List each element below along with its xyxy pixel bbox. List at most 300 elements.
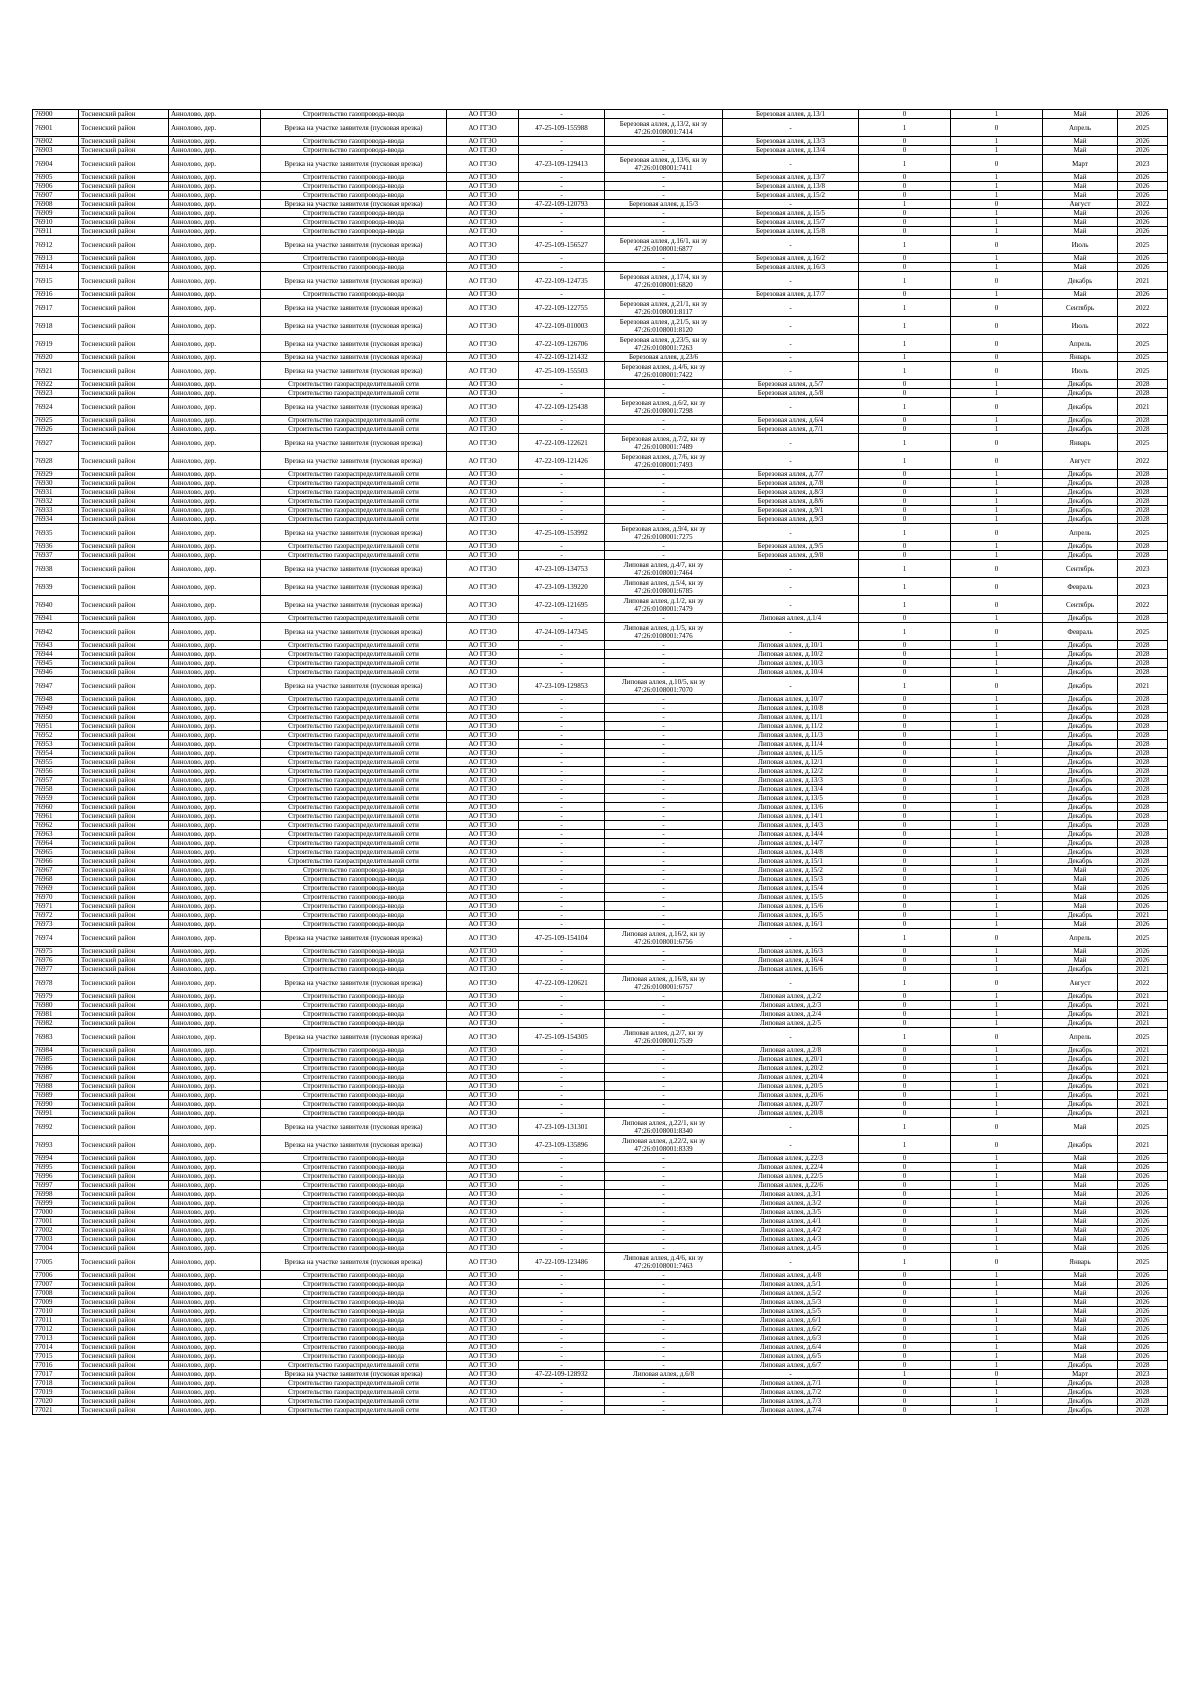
table-row (33, 1190, 1168, 1199)
cell-settlement: Аннолово, дер. (169, 434, 261, 452)
cell-settlement: Аннолово, дер. (169, 470, 261, 479)
cell-work-type: Строительство газопровода-ввода (261, 191, 447, 200)
cell-fact-value: 0 (951, 1136, 1043, 1154)
cell-plan-value: 0 (859, 659, 951, 668)
cell-plan-value: 0 (859, 380, 951, 389)
cell-plan-value: 1 (859, 1136, 951, 1154)
cell-fact-value: 1 (951, 785, 1043, 794)
cell-settlement: Аннолово, дер. (169, 1154, 261, 1163)
cell-address: Липовая аллея, д.10/8 (723, 704, 859, 713)
cell-address-with-cadastral: - (605, 389, 723, 398)
cell-address: Липовая аллея, д.6/5 (723, 1352, 859, 1361)
cell-organization: АО ГГЗО (447, 1154, 519, 1163)
cell-organization: АО ГГЗО (447, 551, 519, 560)
cell-organization: АО ГГЗО (447, 1343, 519, 1352)
cell-organization: АО ГГЗО (447, 1244, 519, 1253)
cell-work-type: Строительство газораспределительной сети (261, 767, 447, 776)
cell-address: Липовая аллея, д.10/2 (723, 650, 859, 659)
table-row (33, 992, 1168, 1001)
table-row (33, 191, 1168, 200)
cell-contract-number: - (519, 1271, 605, 1280)
cell-contract-number: - (519, 857, 605, 866)
cell-district: Тосненский район (79, 911, 169, 920)
cell-row-number: 76946 (33, 668, 79, 677)
cell-contract-number: - (519, 776, 605, 785)
cell-year: 2022 (1118, 452, 1168, 470)
cell-contract-number: - (519, 749, 605, 758)
cell-work-type: Строительство газопровода-ввода (261, 1244, 447, 1253)
cell-settlement: Аннолово, дер. (169, 299, 261, 317)
cell-fact-value: 0 (951, 623, 1043, 641)
cell-row-number: 77005 (33, 1253, 79, 1271)
table-row (33, 731, 1168, 740)
cell-fact-value: 1 (951, 1091, 1043, 1100)
cell-organization: АО ГГЗО (447, 893, 519, 902)
cell-row-number: 76983 (33, 1028, 79, 1046)
cell-district: Тосненский район (79, 1298, 169, 1307)
cell-address-with-cadastral: - (605, 794, 723, 803)
cell-fact-value: 1 (951, 839, 1043, 848)
cell-organization: АО ГГЗО (447, 1226, 519, 1235)
cell-settlement: Аннолово, дер. (169, 488, 261, 497)
cell-month: Май (1043, 875, 1118, 884)
cell-settlement: Аннолово, дер. (169, 542, 261, 551)
cell-district: Тосненский район (79, 236, 169, 254)
cell-row-number: 77008 (33, 1289, 79, 1298)
cell-row-number: 77010 (33, 1307, 79, 1316)
cell-month: Май (1043, 1172, 1118, 1181)
cell-contract-number: - (519, 830, 605, 839)
cell-organization: АО ГГЗО (447, 1289, 519, 1298)
cell-district: Тосненский район (79, 1001, 169, 1010)
table-row (33, 596, 1168, 614)
cell-address-with-cadastral: - (605, 1307, 723, 1316)
cell-organization: АО ГГЗО (447, 1118, 519, 1136)
cell-settlement: Аннолово, дер. (169, 317, 261, 335)
cell-contract-number: - (519, 1055, 605, 1064)
cell-month: Декабрь (1043, 398, 1118, 416)
cell-contract-number: 47-22-109-128932 (519, 1370, 605, 1379)
cell-settlement: Аннолово, дер. (169, 929, 261, 947)
cell-row-number: 76986 (33, 1064, 79, 1073)
cell-year: 2028 (1118, 758, 1168, 767)
cell-organization: АО ГГЗО (447, 1253, 519, 1271)
cell-address: Липовая аллея, д.1/4 (723, 614, 859, 623)
cell-fact-value: 1 (951, 497, 1043, 506)
cell-work-type: Строительство газопровода-ввода (261, 893, 447, 902)
cell-contract-number: - (519, 866, 605, 875)
cell-work-type: Строительство газопровода-ввода (261, 209, 447, 218)
cell-month: Декабрь (1043, 659, 1118, 668)
cell-work-type: Врезка на участке заявителя (пусковая врезка) (261, 353, 447, 362)
cell-address: Липовая аллея, д.3/1 (723, 1190, 859, 1199)
cell-work-type: Строительство газопровода-ввода (261, 1316, 447, 1325)
cell-settlement: Аннолово, дер. (169, 362, 261, 380)
cell-address-with-cadastral: - (605, 1316, 723, 1325)
cell-year: 2026 (1118, 110, 1168, 119)
cell-month: Декабрь (1043, 785, 1118, 794)
cell-year: 2028 (1118, 1361, 1168, 1370)
cell-plan-value: 0 (859, 893, 951, 902)
cell-work-type: Врезка на участке заявителя (пусковая врезка) (261, 452, 447, 470)
table-row (33, 551, 1168, 560)
cell-year: 2028 (1118, 848, 1168, 857)
cell-month: Февраль (1043, 578, 1118, 596)
cell-month: Май (1043, 1181, 1118, 1190)
cell-row-number: 76949 (33, 704, 79, 713)
cell-work-type: Врезка на участке заявителя (пусковая врезка) (261, 155, 447, 173)
cell-month: Декабрь (1043, 758, 1118, 767)
cell-month: Май (1043, 902, 1118, 911)
cell-month: Июль (1043, 236, 1118, 254)
cell-fact-value: 1 (951, 1325, 1043, 1334)
cell-organization: АО ГГЗО (447, 398, 519, 416)
cell-year: 2026 (1118, 1190, 1168, 1199)
cell-district: Тосненский район (79, 218, 169, 227)
cell-plan-value: 1 (859, 299, 951, 317)
cell-month: Май (1043, 182, 1118, 191)
cell-organization: АО ГГЗО (447, 1082, 519, 1091)
cell-settlement: Аннолово, дер. (169, 1352, 261, 1361)
cell-plan-value: 1 (859, 353, 951, 362)
cell-plan-value: 0 (859, 470, 951, 479)
cell-plan-value: 0 (859, 1334, 951, 1343)
table-row (33, 884, 1168, 893)
cell-year: 2025 (1118, 623, 1168, 641)
cell-contract-number: - (519, 803, 605, 812)
cell-district: Тосненский район (79, 1199, 169, 1208)
cell-address-with-cadastral: - (605, 1010, 723, 1019)
cell-work-type: Строительство газопровода-ввода (261, 1271, 447, 1280)
cell-address: Липовая аллея, д.2/5 (723, 1019, 859, 1028)
cell-month: Май (1043, 1118, 1118, 1136)
cell-year: 2026 (1118, 1280, 1168, 1289)
cell-month: Декабрь (1043, 389, 1118, 398)
cell-district: Тосненский район (79, 1028, 169, 1046)
cell-organization: АО ГГЗО (447, 560, 519, 578)
cell-plan-value: 0 (859, 758, 951, 767)
cell-contract-number: - (519, 947, 605, 956)
cell-district: Тосненский район (79, 758, 169, 767)
cell-address: Липовая аллея, д.22/3 (723, 1154, 859, 1163)
cell-organization: АО ГГЗО (447, 965, 519, 974)
cell-address-with-cadastral: - (605, 1361, 723, 1370)
cell-year: 2028 (1118, 713, 1168, 722)
cell-contract-number: - (519, 965, 605, 974)
cell-year: 2028 (1118, 695, 1168, 704)
cell-address-with-cadastral: Березовая аллея, д.7/6, кн зу 47:26:0108001:7493 (605, 452, 723, 470)
cell-settlement: Аннолово, дер. (169, 1235, 261, 1244)
table-row (33, 1001, 1168, 1010)
cell-address: Липовая аллея, д.22/4 (723, 1163, 859, 1172)
cell-organization: АО ГГЗО (447, 1271, 519, 1280)
table-row (33, 623, 1168, 641)
table-row (33, 146, 1168, 155)
cell-month: Май (1043, 956, 1118, 965)
cell-organization: АО ГГЗО (447, 974, 519, 992)
cell-district: Тосненский район (79, 1019, 169, 1028)
cell-year: 2028 (1118, 479, 1168, 488)
cell-plan-value: 0 (859, 1361, 951, 1370)
cell-month: Август (1043, 200, 1118, 209)
cell-work-type: Строительство газораспределительной сети (261, 857, 447, 866)
cell-year: 2028 (1118, 749, 1168, 758)
table-row (33, 839, 1168, 848)
cell-row-number: 76915 (33, 272, 79, 290)
cell-fact-value: 0 (951, 1118, 1043, 1136)
table-row (33, 1055, 1168, 1064)
table-row (33, 830, 1168, 839)
cell-row-number: 77017 (33, 1370, 79, 1379)
table-row (33, 866, 1168, 875)
cell-organization: АО ГГЗО (447, 173, 519, 182)
cell-contract-number: - (519, 1397, 605, 1406)
cell-settlement: Аннолово, дер. (169, 839, 261, 848)
cell-row-number: 76938 (33, 560, 79, 578)
cell-address: Липовая аллея, д.20/7 (723, 1100, 859, 1109)
cell-fact-value: 1 (951, 920, 1043, 929)
cell-work-type: Строительство газораспределительной сети (261, 425, 447, 434)
cell-contract-number: - (519, 1406, 605, 1415)
cell-address: - (723, 272, 859, 290)
cell-contract-number: - (519, 812, 605, 821)
cell-year: 2025 (1118, 1253, 1168, 1271)
cell-address-with-cadastral: - (605, 416, 723, 425)
cell-contract-number: - (519, 884, 605, 893)
cell-row-number: 76942 (33, 623, 79, 641)
cell-plan-value: 1 (859, 1370, 951, 1379)
cell-work-type: Врезка на участке заявителя (пусковая врезка) (261, 1136, 447, 1154)
cell-settlement: Аннолово, дер. (169, 1361, 261, 1370)
cell-district: Тосненский район (79, 884, 169, 893)
cell-work-type: Врезка на участке заявителя (пусковая врезка) (261, 200, 447, 209)
cell-fact-value: 1 (951, 1334, 1043, 1343)
cell-plan-value: 0 (859, 209, 951, 218)
cell-plan-value: 0 (859, 542, 951, 551)
cell-year: 2028 (1118, 389, 1168, 398)
cell-district: Тосненский район (79, 1226, 169, 1235)
cell-settlement: Аннолово, дер. (169, 956, 261, 965)
cell-row-number: 76903 (33, 146, 79, 155)
cell-settlement: Аннолово, дер. (169, 1172, 261, 1181)
cell-address: Березовая аллея, д.15/7 (723, 218, 859, 227)
cell-year: 2021 (1118, 1064, 1168, 1073)
cell-plan-value: 1 (859, 119, 951, 137)
cell-organization: АО ГГЗО (447, 1208, 519, 1217)
cell-year: 2025 (1118, 1028, 1168, 1046)
cell-organization: АО ГГЗО (447, 191, 519, 200)
cell-fact-value: 1 (951, 1343, 1043, 1352)
cell-address-with-cadastral: - (605, 218, 723, 227)
cell-contract-number: 47-22-109-124735 (519, 272, 605, 290)
table-row (33, 290, 1168, 299)
cell-year: 2025 (1118, 119, 1168, 137)
cell-address: Липовая аллея, д.13/6 (723, 803, 859, 812)
cell-contract-number: - (519, 740, 605, 749)
cell-plan-value: 1 (859, 155, 951, 173)
cell-plan-value: 0 (859, 1271, 951, 1280)
cell-work-type: Строительство газораспределительной сети (261, 668, 447, 677)
cell-settlement: Аннолово, дер. (169, 398, 261, 416)
cell-plan-value: 0 (859, 884, 951, 893)
cell-month: Декабрь (1043, 515, 1118, 524)
table-row (33, 389, 1168, 398)
cell-address-with-cadastral: - (605, 866, 723, 875)
cell-organization: АО ГГЗО (447, 749, 519, 758)
cell-address-with-cadastral: - (605, 542, 723, 551)
cell-settlement: Аннолово, дер. (169, 1064, 261, 1073)
cell-plan-value: 0 (859, 830, 951, 839)
cell-work-type: Строительство газопровода-ввода (261, 182, 447, 191)
cell-fact-value: 1 (951, 263, 1043, 272)
cell-work-type: Строительство газопровода-ввода (261, 1289, 447, 1298)
cell-fact-value: 1 (951, 1388, 1043, 1397)
cell-address: - (723, 524, 859, 542)
cell-contract-number: 47-22-109-122755 (519, 299, 605, 317)
cell-row-number: 76921 (33, 362, 79, 380)
cell-district: Тосненский район (79, 317, 169, 335)
cell-row-number: 76920 (33, 353, 79, 362)
cell-contract-number: - (519, 497, 605, 506)
cell-fact-value: 1 (951, 812, 1043, 821)
cell-contract-number: - (519, 911, 605, 920)
cell-year: 2025 (1118, 929, 1168, 947)
cell-district: Тосненский район (79, 1289, 169, 1298)
cell-month: Май (1043, 1199, 1118, 1208)
cell-contract-number: 47-23-109-131301 (519, 1118, 605, 1136)
cell-row-number: 76978 (33, 974, 79, 992)
cell-address: Липовая аллея, д.20/2 (723, 1064, 859, 1073)
cell-plan-value: 0 (859, 506, 951, 515)
cell-organization: АО ГГЗО (447, 137, 519, 146)
cell-settlement: Аннолово, дер. (169, 1073, 261, 1082)
cell-row-number: 76933 (33, 506, 79, 515)
cell-plan-value: 0 (859, 1163, 951, 1172)
cell-fact-value: 1 (951, 767, 1043, 776)
cell-contract-number: - (519, 488, 605, 497)
cell-plan-value: 0 (859, 146, 951, 155)
cell-organization: АО ГГЗО (447, 785, 519, 794)
cell-plan-value: 0 (859, 641, 951, 650)
cell-district: Тосненский район (79, 713, 169, 722)
cell-work-type: Строительство газораспределительной сети (261, 1406, 447, 1415)
cell-plan-value: 0 (859, 1073, 951, 1082)
cell-fact-value: 0 (951, 398, 1043, 416)
cell-address: Липовая аллея, д.4/5 (723, 1244, 859, 1253)
cell-work-type: Строительство газораспределительной сети (261, 497, 447, 506)
cell-fact-value: 1 (951, 137, 1043, 146)
cell-organization: АО ГГЗО (447, 317, 519, 335)
table-row (33, 1388, 1168, 1397)
cell-month: Декабрь (1043, 839, 1118, 848)
table-row (33, 695, 1168, 704)
cell-address-with-cadastral: Липовая аллея, д.5/4, кн зу 47:26:0108001:6785 (605, 578, 723, 596)
cell-plan-value: 0 (859, 110, 951, 119)
cell-settlement: Аннолово, дер. (169, 1082, 261, 1091)
cell-district: Тосненский район (79, 848, 169, 857)
cell-month: Май (1043, 254, 1118, 263)
cell-month: Май (1043, 209, 1118, 218)
cell-district: Тосненский район (79, 1343, 169, 1352)
cell-address-with-cadastral: - (605, 965, 723, 974)
cell-row-number: 76931 (33, 488, 79, 497)
cell-year: 2025 (1118, 524, 1168, 542)
cell-year: 2026 (1118, 1343, 1168, 1352)
cell-district: Тосненский район (79, 335, 169, 353)
cell-organization: АО ГГЗО (447, 119, 519, 137)
cell-organization: АО ГГЗО (447, 596, 519, 614)
cell-address: - (723, 560, 859, 578)
table-row (33, 650, 1168, 659)
cell-address: Липовая аллея, д.15/4 (723, 884, 859, 893)
cell-fact-value: 1 (951, 740, 1043, 749)
cell-fact-value: 1 (951, 1154, 1043, 1163)
cell-month: Декабрь (1043, 425, 1118, 434)
cell-row-number: 76927 (33, 434, 79, 452)
cell-fact-value: 1 (951, 479, 1043, 488)
cell-district: Тосненский район (79, 920, 169, 929)
cell-month: Май (1043, 1343, 1118, 1352)
cell-fact-value: 1 (951, 1100, 1043, 1109)
table-row (33, 1280, 1168, 1289)
cell-district: Тосненский район (79, 146, 169, 155)
cell-address: - (723, 1118, 859, 1136)
cell-address-with-cadastral: Липовая аллея, д.10/5, кн зу 47:26:0108001:7070 (605, 677, 723, 695)
cell-work-type: Строительство газопровода-ввода (261, 137, 447, 146)
cell-row-number: 76979 (33, 992, 79, 1001)
cell-address-with-cadastral: Липовая аллея, д.22/2, кн зу 47:26:0108001:8339 (605, 1136, 723, 1154)
table-row (33, 227, 1168, 236)
cell-year: 2026 (1118, 1271, 1168, 1280)
cell-row-number: 77000 (33, 1208, 79, 1217)
cell-address: Липовая аллея, д.6/4 (723, 1343, 859, 1352)
cell-settlement: Аннолово, дер. (169, 596, 261, 614)
cell-contract-number: - (519, 146, 605, 155)
cell-month: Декабрь (1043, 857, 1118, 866)
cell-district: Тосненский район (79, 641, 169, 650)
cell-year: 2028 (1118, 830, 1168, 839)
cell-district: Тосненский район (79, 515, 169, 524)
cell-fact-value: 1 (951, 1226, 1043, 1235)
cell-fact-value: 1 (951, 1109, 1043, 1118)
cell-row-number: 76919 (33, 335, 79, 353)
cell-settlement: Аннолово, дер. (169, 209, 261, 218)
cell-fact-value: 1 (951, 749, 1043, 758)
cell-plan-value: 1 (859, 200, 951, 209)
cell-row-number: 76980 (33, 1001, 79, 1010)
cell-contract-number: - (519, 1244, 605, 1253)
cell-district: Тосненский район (79, 488, 169, 497)
cell-plan-value: 0 (859, 1280, 951, 1289)
table-row (33, 1091, 1168, 1100)
cell-address-with-cadastral: - (605, 767, 723, 776)
cell-district: Тосненский район (79, 182, 169, 191)
cell-settlement: Аннолово, дер. (169, 191, 261, 200)
cell-fact-value: 1 (951, 1316, 1043, 1325)
cell-row-number: 76922 (33, 380, 79, 389)
cell-district: Тосненский район (79, 1073, 169, 1082)
cell-fact-value: 1 (951, 713, 1043, 722)
table-row (33, 1406, 1168, 1415)
cell-address-with-cadastral: - (605, 290, 723, 299)
cell-contract-number: - (519, 758, 605, 767)
cell-organization: АО ГГЗО (447, 542, 519, 551)
cell-organization: АО ГГЗО (447, 110, 519, 119)
cell-plan-value: 0 (859, 920, 951, 929)
cell-contract-number: - (519, 1361, 605, 1370)
cell-district: Тосненский район (79, 722, 169, 731)
table-row (33, 803, 1168, 812)
